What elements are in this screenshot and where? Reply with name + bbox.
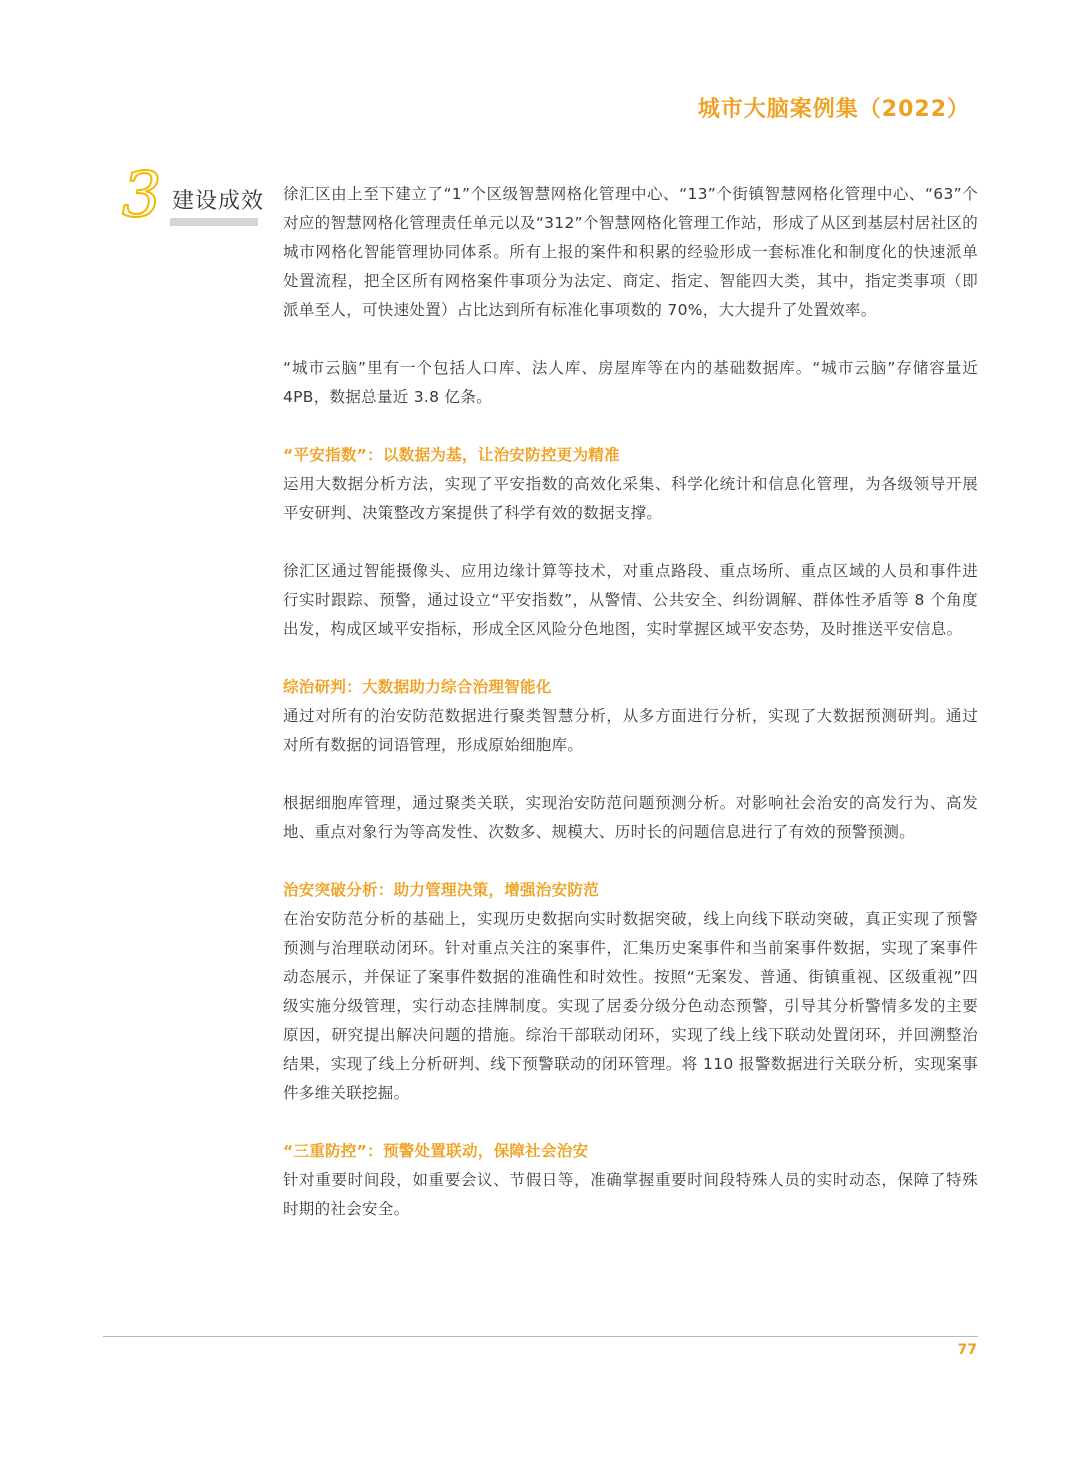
paragraph: 运用大数据分析方法，实现了平安指数的高效化采集、科学化统计和信息化管理，为各级领导开展平安研判、决策整改方案提供了科学有效的数据支撑。 (283, 475, 978, 522)
paragraph: “城市云脑”里有一个包括人口库、法人库、房屋库等在内的基础数据库。“城市云脑”存储容量近 4PB，数据总量近 3.8 亿条。 (283, 359, 978, 406)
paragraph: 徐汇区通过智能摄像头、应用边缘计算等技术，对重点路段、重点场所、重点区域的人员和事件进行实时跟踪、预警，通过设立“平安指数”，从警情、公共安全、纠纷调解、群体性矛盾等 8 个角度出发，构成区域平安指标，形成全区风险分色地图，实时掌握区域平安态势，及时推送平安信息。 (283, 562, 978, 638)
subheading-safety-index: “平安指数”：以数据为基，让治安防控更为精准 (283, 446, 620, 464)
subheading-triple-prevention: “三重防控”：预警处置联动，保障社会治安 (283, 1142, 589, 1160)
section-underline (170, 218, 258, 226)
section-number: 3 (122, 158, 162, 231)
subheading-breakthrough-analysis: 治安突破分析：助力管理决策，增强治安防范 (283, 881, 600, 899)
paragraph: 在治安防范分析的基础上，实现历史数据向实时数据突破，线上向线下联动突破，真正实现了预警预测与治理联动闭环。针对重点关注的案事件，汇集历史案事件和当前案事件数据，实现了案事件动态展示，并保证了案事件数据的准确性和时效性。按照“无案发、普通、街镇重视、区级重视”四级实施分级管理，实行动态挂牌制度。实现了居委分级分色动态预警，引导其分析警情多发的主要原因，研究提出解决问题的措施。综治干部联动闭环，实现了线上线下联动处置闭环，并回溯整治结果，实现了线上分析研判、线下预警联动的闭环管理。将 110 报警数据进行关联分析，实现案事件多维关联挖掘。 (283, 910, 978, 1102)
subheading-comprehensive-analysis: 综治研判：大数据助力综合治理智能化 (283, 678, 552, 696)
paragraph: 徐汇区由上至下建立了“1”个区级智慧网格化管理中心、“13”个街镇智慧网格化管理中心、“63”个对应的智慧网格化管理责任单元以及“312”个智慧网格化管理工作站，形成了从区到基层村居社区的城市网格化智能管理协同体系。所有上报的案件和积累的经验形成一套标准化和制度化的快速派单处置流程，把全区所有网格案件事项分为法定、商定、指定、智能四大类，其中，指定类事项（即派单至人，可快速处置）占比达到所有标准化事项数的 70%，大大提升了处置效率。 (283, 185, 978, 319)
paragraph: 针对重要时间段，如重要会议、节假日等，准确掌握重要时间段特殊人员的实时动态，保障了特殊时期的社会安全。 (283, 1171, 978, 1218)
page-number: 77 (957, 1342, 977, 1358)
page-header-title: 城市大脑案例集（2022） (697, 97, 970, 122)
body-text (283, 180, 978, 1253)
paragraph: 根据细胞库管理，通过聚类关联，实现治安防范问题预测分析。对影响社会治安的高发行为、高发地、重点对象行为等高发性、次数多、规模大、历时长的问题信息进行了有效的预警预测。 (283, 794, 978, 841)
footer-divider (103, 1336, 978, 1337)
section-heading (122, 158, 272, 238)
paragraph: 通过对所有的治安防范数据进行聚类智慧分析，从多方面进行分析，实现了大数据预测研判。通过对所有数据的词语管理，形成原始细胞库。 (283, 707, 978, 754)
section-title: 建设成效 (172, 189, 265, 214)
